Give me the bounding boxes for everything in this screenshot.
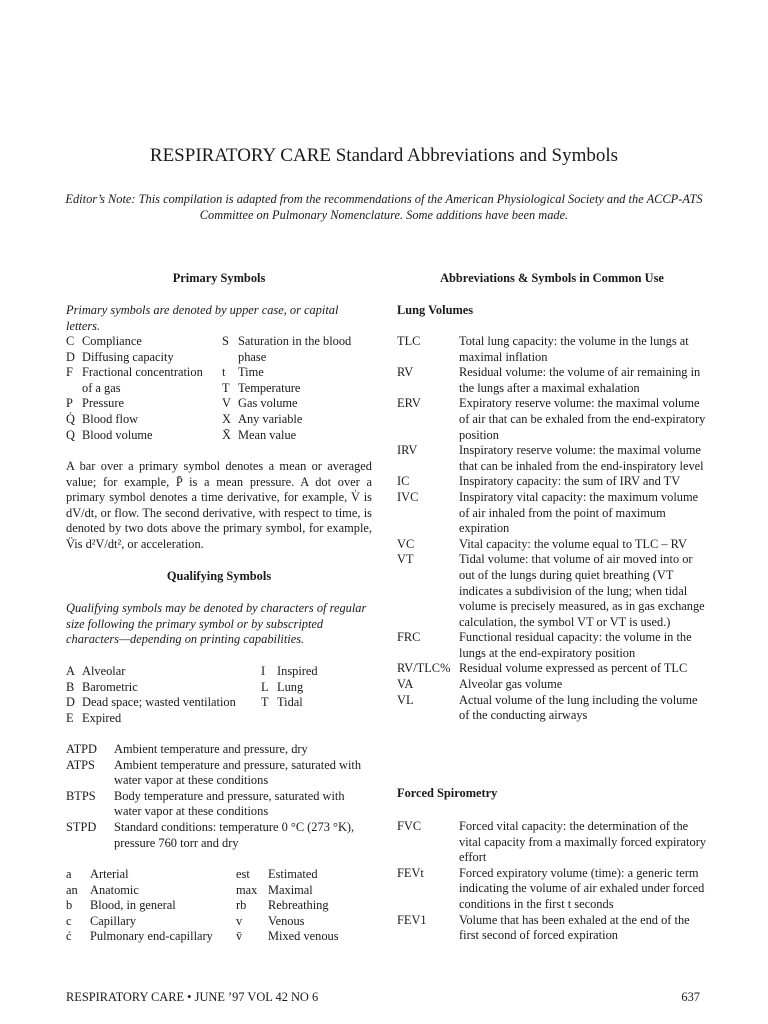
definition: Rebreathing	[268, 898, 329, 913]
definition: Gas volume	[238, 396, 298, 411]
list-item	[66, 914, 228, 930]
subscript-list-right	[236, 867, 372, 945]
definition: Forced expiratory volume (time): a generic term indicating the volume of air exhaled under forced conditions in the first t seconds	[459, 865, 705, 911]
definition: Mean value	[238, 427, 297, 442]
qualifying-symbols-heading: Qualifying Symbols	[166, 569, 272, 583]
page-title	[0, 144, 768, 168]
list-item	[222, 412, 372, 428]
list-item	[66, 867, 228, 883]
list-item	[222, 334, 372, 365]
definition: Pulmonary end-capillary	[90, 929, 213, 944]
journal-footer: RESPIRATORY CARE • JUNE ’97 VOL 42 NO 6	[66, 990, 319, 1004]
symbol: FRC	[397, 630, 421, 645]
list-item	[66, 789, 372, 820]
list-item	[236, 883, 372, 899]
symbol: v̄	[236, 929, 243, 944]
symbol: VA	[397, 677, 414, 692]
list-item	[222, 365, 372, 381]
qualifying-list-left	[66, 664, 256, 726]
definition: Residual volume expressed as percent of TLC	[459, 661, 688, 676]
list-item	[66, 929, 228, 945]
list-item	[66, 680, 256, 696]
definition: Inspiratory vital capacity: the maximum volume of air inhaled from the point of maximum expiration	[459, 489, 699, 536]
lung-volumes-heading: Lung Volumes	[397, 303, 474, 317]
symbol: VC	[397, 536, 415, 551]
editor-note: Editor’s Note: This compilation is adapted from the recommendations of the American Physiological Society and the ACCP-ATS Committee on Pulmonary Nomenclature. Some additions have been made.	[65, 192, 703, 222]
definition: Any variable	[238, 411, 303, 426]
symbol: I	[261, 664, 266, 678]
definition: Pressure	[82, 396, 124, 411]
primary-symbols-list-right	[222, 334, 372, 443]
symbol: E	[66, 710, 74, 725]
symbol: A	[66, 664, 75, 678]
list-item	[397, 334, 707, 365]
bar-notation-paragraph: A bar over a primary symbol denotes a mean or averaged value; for example, P̄ is a mean pressure. A dot over a primary symbol denotes a time derivative, for example, V̇ is dV/dt, or flow. The second derivative, with respect to time, is denoted by two dots above the primary symbol, for example, V̈is d²V/dt², or acceleration.	[66, 459, 372, 551]
symbol: t	[222, 365, 226, 380]
definition: Alveolar gas volume	[459, 677, 563, 692]
symbol: TLC	[397, 334, 421, 348]
definition: Blood volume	[82, 427, 153, 442]
list-item	[397, 443, 707, 474]
list-item	[222, 396, 372, 412]
list-item	[397, 552, 707, 630]
list-item	[397, 693, 707, 724]
list-item	[66, 758, 372, 789]
symbol: IVC	[397, 489, 419, 504]
page-number: 637	[681, 990, 700, 1004]
primary-symbols-list-left	[66, 334, 216, 443]
symbol: BTPS	[66, 788, 96, 803]
symbol: T	[261, 695, 269, 710]
symbol: FEV1	[397, 912, 427, 927]
symbol: IC	[397, 474, 410, 489]
list-item	[397, 819, 707, 866]
symbol: VL	[397, 692, 414, 707]
symbol: VT	[397, 552, 414, 567]
title-prefix: RESPIRATORY CARE	[149, 145, 331, 166]
list-item	[261, 664, 372, 680]
common-use-heading: Abbreviations & Symbols in Common Use	[440, 271, 664, 285]
definition: Blood, in general	[90, 898, 176, 913]
primary-symbols-heading: Primary Symbols	[172, 271, 266, 285]
list-item	[397, 365, 707, 396]
definition: Inspiratory reserve volume: the maximal volume that can be inhaled from the end-inspiratory level	[459, 443, 704, 473]
definition: Tidal	[277, 695, 303, 710]
definition: Time	[238, 365, 264, 380]
list-item	[66, 695, 256, 711]
symbol: b	[66, 898, 73, 913]
definition: Forced vital capacity: the determination of the vital capacity from a maximally forced expiratory effort	[459, 819, 707, 865]
forced-spirometry-list	[397, 819, 707, 944]
definition: Functional residual capacity: the volume in the lungs at the end-expiratory position	[459, 630, 692, 660]
list-item	[236, 929, 372, 945]
list-item	[261, 695, 372, 711]
symbol: an	[66, 882, 78, 897]
list-item	[397, 661, 707, 677]
symbol: IRV	[397, 443, 418, 458]
symbol: F	[66, 365, 73, 380]
symbol: RV/TLC%	[397, 661, 451, 676]
definition: Diffusing capacity	[82, 349, 174, 364]
definition: Standard conditions: temperature 0 °C (273 °K), pressure 760 torr and dry	[114, 819, 355, 850]
symbol: Q	[66, 427, 75, 442]
definition: Mixed venous	[268, 929, 339, 944]
list-item	[236, 914, 372, 930]
list-item	[397, 396, 707, 443]
definition: Expiratory reserve volume: the maximal volume of air that can be exhaled from the end-expiratory position	[459, 396, 706, 442]
conditions-list	[66, 742, 372, 851]
definition: Total lung capacity: the volume in the lungs at maximal inflation	[459, 334, 689, 364]
list-item	[222, 428, 372, 444]
definition: Ambient temperature and pressure, dry	[114, 742, 308, 756]
list-item	[66, 396, 216, 412]
list-item	[66, 428, 216, 444]
symbol: C	[66, 334, 75, 348]
definition: Tidal volume: that volume of air moved into or out of the lungs during quiet breathing (VT indicates a subdivision of the lung; when tidal volume is precisely measured, as in gas exchange calculation, the symbol VT or VT is used.)	[459, 552, 705, 629]
symbol: B	[66, 679, 75, 694]
definition: Capillary	[90, 913, 137, 928]
forced-spirometry-heading: Forced Spirometry	[397, 786, 498, 800]
definition: Temperature	[238, 380, 301, 395]
list-item	[261, 680, 372, 696]
definition: Actual volume of the lung including the volume of the conducting airways	[459, 692, 698, 723]
list-item	[66, 664, 256, 680]
list-item	[66, 711, 256, 727]
primary-symbols-intro: Primary symbols are denoted by upper case, or capital letters.	[66, 303, 339, 333]
symbol: V	[222, 396, 231, 411]
symbol: ERV	[397, 396, 421, 411]
symbol: max	[236, 882, 258, 897]
symbol: est	[236, 867, 250, 881]
definition: Fractional concentration of a gas	[82, 365, 203, 395]
symbol: S	[222, 334, 229, 348]
title-rest: Standard Abbreviations and Symbols	[330, 145, 619, 166]
definition: Inspired	[277, 664, 318, 678]
list-item	[66, 883, 228, 899]
symbol: Q̇	[66, 411, 75, 426]
list-item	[236, 867, 372, 883]
list-item	[397, 866, 707, 913]
list-item	[397, 630, 707, 661]
symbol: a	[66, 867, 72, 881]
symbol: P	[66, 396, 73, 411]
list-item	[66, 334, 216, 350]
subscript-list-left	[66, 867, 228, 945]
symbol: rb	[236, 898, 247, 913]
symbol: v	[236, 913, 243, 928]
definition: Body temperature and pressure, saturated with water vapor at these conditions	[114, 788, 345, 819]
symbol: FVC	[397, 819, 422, 833]
symbol: X	[222, 411, 231, 426]
definition: Saturation in the blood phase	[238, 334, 352, 364]
list-item	[397, 537, 707, 553]
definition: Anatomic	[90, 882, 139, 897]
qualifying-list-right	[261, 664, 372, 711]
symbol: STPD	[66, 819, 97, 834]
qualifying-symbols-intro: Qualifying symbols may be denoted by characters of regular size following the primary symbol or by subscripted characters—depending on printing capabilities.	[66, 601, 367, 647]
definition: Alveolar	[82, 664, 126, 678]
lung-volumes-list	[397, 334, 707, 724]
list-item	[222, 381, 372, 397]
symbol: D	[66, 349, 75, 364]
list-item	[397, 490, 707, 537]
list-item	[66, 742, 372, 758]
definition: Ambient temperature and pressure, saturated with water vapor at these conditions	[114, 757, 362, 788]
definition: Vital capacity: the volume equal to TLC – RV	[459, 536, 687, 551]
list-item	[236, 898, 372, 914]
list-item	[397, 913, 707, 944]
symbol: FEVt	[397, 865, 424, 880]
list-item	[66, 365, 216, 396]
definition: Arterial	[90, 867, 129, 881]
definition: Venous	[268, 913, 305, 928]
list-item	[397, 474, 707, 490]
list-item	[66, 820, 372, 851]
definition: Blood flow	[82, 411, 139, 426]
definition: Estimated	[268, 867, 318, 881]
symbol: ATPS	[66, 757, 95, 772]
symbol: ć	[66, 929, 72, 944]
definition: Lung	[277, 679, 304, 694]
symbol: X̄	[222, 427, 231, 442]
symbol: L	[261, 679, 269, 694]
definition: Barometric	[82, 679, 138, 694]
list-item	[66, 898, 228, 914]
symbol: T	[222, 380, 230, 395]
definition: Residual volume: the volume of air remaining in the lungs after a maximal exhalation	[459, 365, 701, 395]
symbol: RV	[397, 365, 414, 380]
definition: Dead space; wasted ventilation	[82, 695, 236, 710]
definition: Inspiratory capacity: the sum of IRV and TV	[459, 474, 681, 489]
definition: Expired	[82, 710, 122, 725]
definition: Maximal	[268, 882, 313, 897]
symbol: ATPD	[66, 742, 97, 756]
definition: Volume that has been exhaled at the end of the first second of forced expiration	[459, 912, 690, 943]
list-item	[66, 350, 216, 366]
definition: Compliance	[82, 334, 142, 348]
list-item	[397, 677, 707, 693]
symbol: c	[66, 913, 72, 928]
list-item	[66, 412, 216, 428]
symbol: D	[66, 695, 75, 710]
